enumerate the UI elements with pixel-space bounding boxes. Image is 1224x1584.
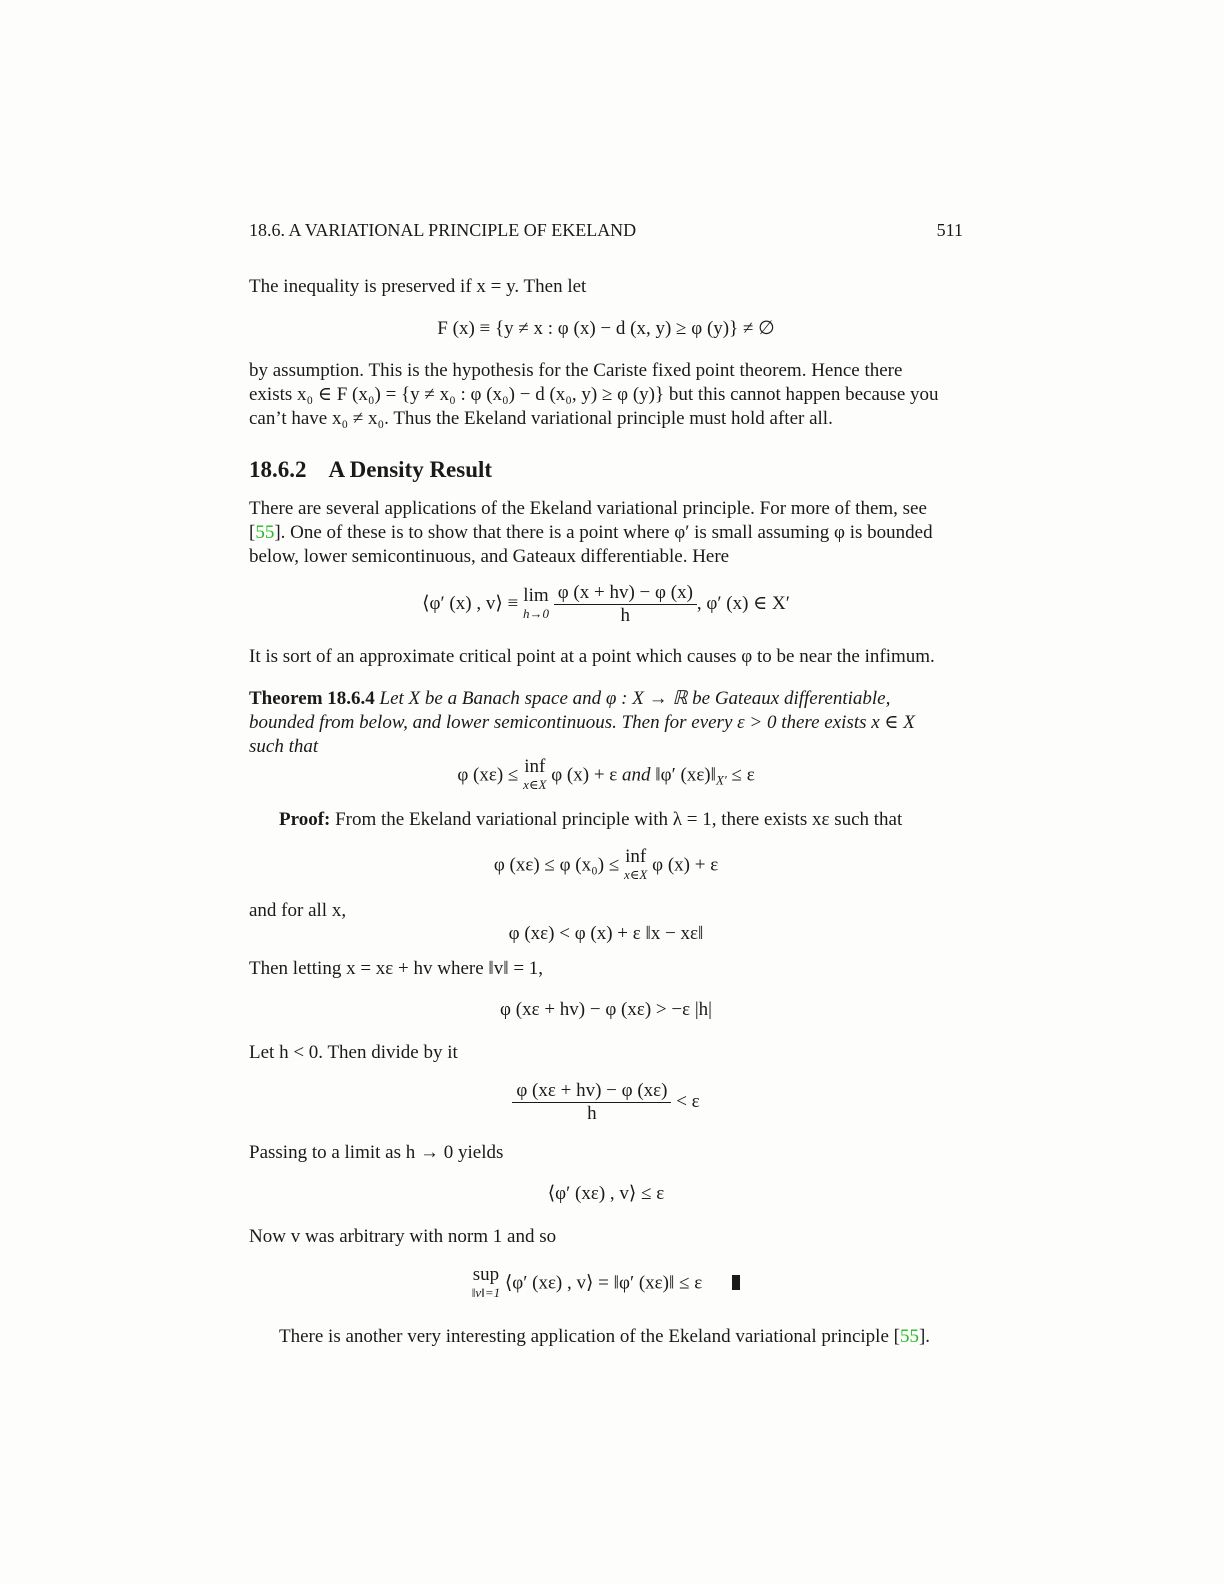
paragraph-divide: Let h < 0. Then divide by it — [249, 1042, 458, 1063]
proof-line — [279, 808, 902, 832]
running-header — [249, 220, 963, 241]
paragraph-letting: Then letting x = xε + hv where ‖v‖ = 1, — [249, 958, 544, 979]
proof-label: Proof: — [279, 809, 331, 830]
page-number: 511 — [936, 220, 963, 240]
inf-operator — [523, 758, 546, 794]
theorem-line: bounded from below, and lower semicontinuous. Then for every ε > 0 there exists x ∈ X — [249, 712, 915, 733]
eq-lhs: φ (xε) ≤ φ (x₀) ≤ — [493, 854, 620, 876]
section-number: 18.6.2 — [249, 457, 307, 482]
theorem-block — [249, 687, 963, 759]
sup-under: ‖v‖=1 — [471, 1285, 501, 1300]
text: ]. One of these is to show that there is a point where φ′ is small assuming φ is bounded — [274, 522, 933, 543]
inf-text: inf — [524, 756, 546, 777]
eq-rhs: , φ′ (x) ∈ X′ — [696, 592, 790, 614]
equation-inf — [249, 848, 963, 884]
eq-rhs: φ (x) + ε — [652, 854, 719, 876]
equation-F: F (x) ≡ {y ≠ x : φ (x) − d (x, y) ≥ φ (y)} ≠ ∅ — [437, 318, 775, 339]
theorem-label: Theorem 18.6.4 — [249, 688, 375, 709]
limit-operator — [522, 584, 549, 623]
eq-tail: ≤ ε — [731, 764, 755, 786]
lim-text: lim — [523, 584, 549, 606]
equation-difference: φ (xε + hv) − φ (xε) > −ε |h| — [500, 999, 712, 1020]
sup-text: sup — [472, 1264, 500, 1285]
paragraph-line: can’t have x₀ ≠ x₀. Thus the Ekeland variational principle must hold after all. — [249, 408, 833, 429]
inf-text: inf — [625, 846, 647, 867]
paragraph-applications — [249, 497, 963, 569]
equation-theorem — [249, 758, 963, 794]
paragraph-closing — [279, 1325, 930, 1349]
sup-operator — [472, 1266, 500, 1302]
eq-norm: ‖φ′ (xε)‖ — [655, 764, 716, 786]
proof-text: From the Ekeland variational principle with λ = 1, there exists xε such that — [335, 809, 903, 830]
closing-text: There is another very interesting application of the Ekeland variational principle [ — [279, 1326, 900, 1347]
paragraph-line: exists x₀ ∈ F (x₀) = {y ≠ x₀ : φ (x₀) − d (x₀, y) ≥ φ (y)} but this cannot happen because you — [249, 384, 939, 405]
denominator: h — [554, 604, 697, 627]
fraction — [554, 582, 697, 627]
theorem-text: Let X be a Banach space and φ : X → ℝ be Gateaux differentiable, — [379, 688, 891, 709]
theorem-line — [249, 687, 963, 711]
closing-bracket: ]. — [918, 1326, 931, 1347]
numerator: φ (xε + hv) − φ (xε) — [516, 1080, 668, 1101]
paragraph-limit: Passing to a limit as h → 0 yields — [249, 1142, 504, 1163]
paragraph-line: below, lower semicontinuous, and Gateaux differentiable. Here — [249, 546, 730, 567]
equation-limit-result: ⟨φ′ (xε) , v⟩ ≤ ε — [547, 1183, 665, 1204]
header-section-title: 18.6. A VARIATIONAL PRINCIPLE OF EKELAND — [249, 220, 637, 240]
paragraph-critical-point: It is sort of an approximate critical point at a point which causes φ to be near the infimum. — [249, 646, 935, 667]
inf-under: x∈X — [624, 867, 648, 882]
eq-lhs: ⟨φ′ (x) , v⟩ ≡ — [422, 592, 519, 614]
eq-mid: φ (x) + ε — [551, 764, 618, 786]
fraction — [512, 1080, 671, 1125]
paragraph-cariste — [249, 359, 963, 431]
eq-rhs: ⟨φ′ (xε) , v⟩ = ‖φ′ (xε)‖ ≤ ε — [504, 1272, 703, 1294]
eq-lhs: φ (xε) ≤ — [457, 764, 519, 786]
bracket: [ — [249, 522, 256, 543]
section-title: A Density Result — [328, 457, 493, 482]
eq-rhs: < ε — [676, 1090, 700, 1112]
paragraph-line: There are several applications of the Ekeland variational principle. For more of them, see — [249, 498, 927, 519]
numerator: φ (x + hv) − φ (x) — [557, 582, 693, 603]
paragraph-line — [249, 521, 963, 545]
inf-under: x∈X — [523, 777, 547, 792]
section-heading — [249, 457, 492, 483]
denominator: h — [512, 1102, 671, 1125]
qed-square-icon — [732, 1275, 740, 1290]
paragraph-line: by assumption. This is the hypothesis for the Cariste fixed point theorem. Hence there — [249, 360, 903, 381]
paragraph-arbitrary: Now v was arbitrary with norm 1 and so — [249, 1226, 557, 1247]
citation-link[interactable]: 55 — [899, 1326, 919, 1347]
inf-operator — [624, 848, 647, 884]
paragraph-for-all: and for all x, — [249, 900, 347, 921]
lim-under: h→0 — [522, 605, 549, 621]
equation-sup — [249, 1266, 963, 1302]
eq-and: and — [622, 764, 651, 786]
equation-ekeland: φ (xε) < φ (x) + ε ‖x − xε‖ — [508, 923, 704, 944]
norm-subscript: X′ — [715, 772, 727, 788]
theorem-line: such that — [249, 736, 319, 757]
citation-link[interactable]: 55 — [255, 522, 275, 543]
equation-quotient — [249, 1080, 963, 1125]
equation-gateaux-derivative — [249, 582, 963, 627]
paragraph-intro: The inequality is preserved if x = y. Then let — [249, 276, 587, 297]
